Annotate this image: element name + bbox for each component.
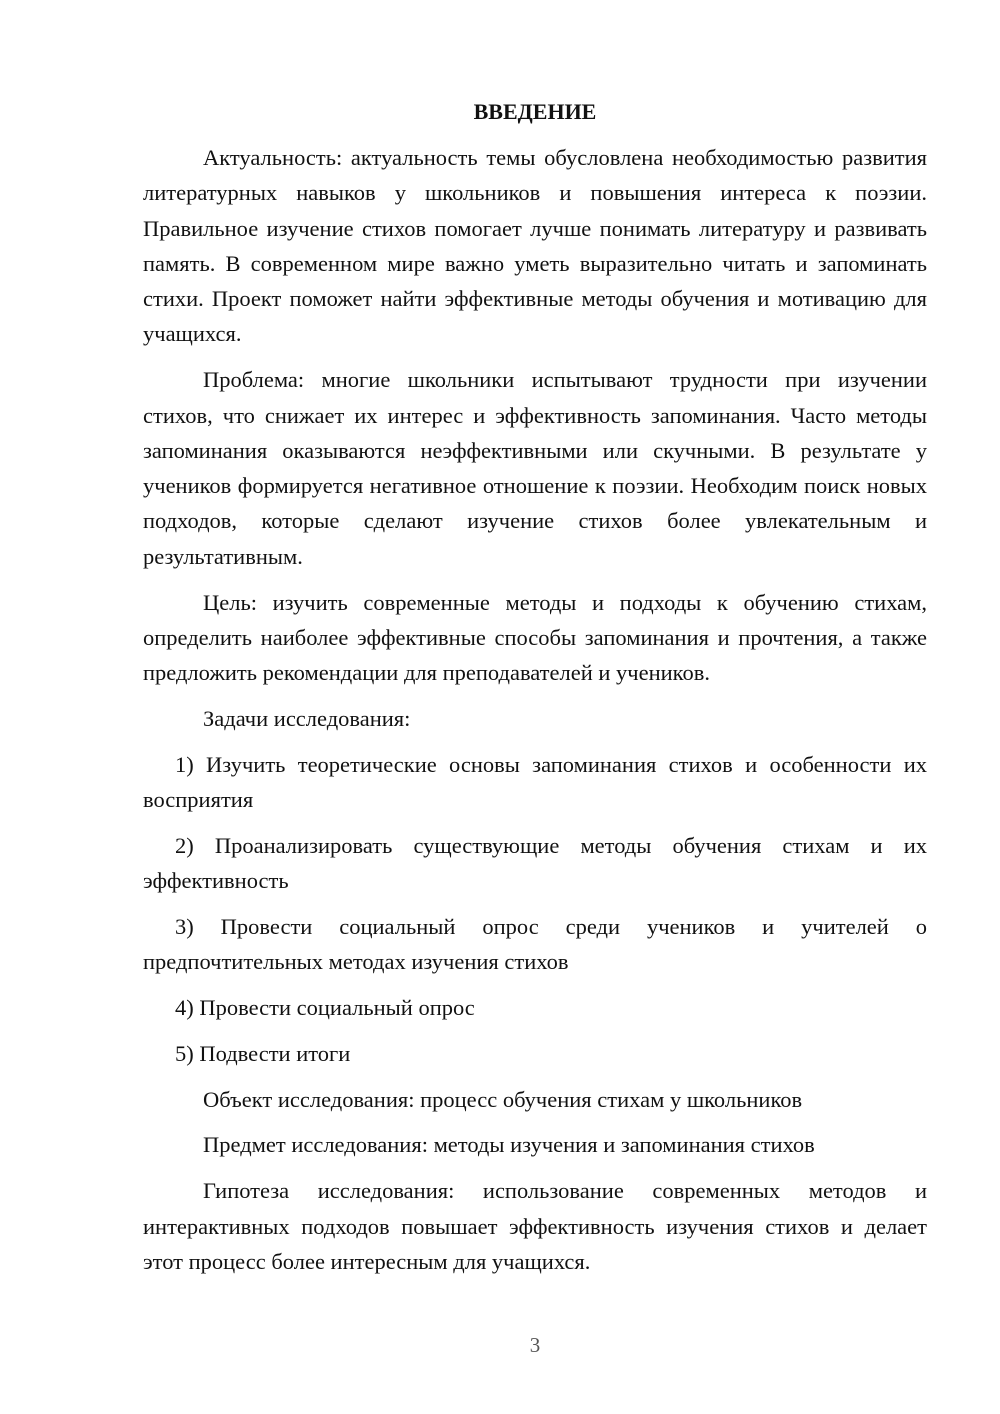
research-object: Объект исследования: процесс обучения стихам у школьников bbox=[203, 1086, 803, 1112]
page-content bbox=[143, 96, 927, 1290]
research-hypothesis: Гипотеза исследования: использование современных методов и интерактивных подходов повышает эффективность изучения стихов и делает этот процесс более интересным для учащихся. bbox=[143, 1178, 927, 1274]
problem-paragraph: Проблема: многие школьники испытывают трудности при изучении стихов, что снижает их интерес и эффективность запоминания. Часто методы запоминания оказываются неэффективными или скучными. В результате у учеников формируется негативное отношение к поэзии. Необходим поиск новых подходов, которые сделают изучение стихов более увлекательным и результативным. bbox=[143, 367, 927, 569]
task-item-1: 1) Изучить теоретические основы запоминания стихов и особенности их восприятия bbox=[143, 751, 927, 813]
task-item-4: 4) Провести социальный опрос bbox=[175, 995, 475, 1021]
task-item-2: 2) Проанализировать существующие методы обучения стихам и их эффективность bbox=[143, 832, 927, 894]
research-subject: Предмет исследования: методы изучения и запоминания стихов bbox=[203, 1132, 815, 1158]
relevance-paragraph: Актуальность: актуальность темы обусловлена необходимостью развития литературных навыков у школьников и повышения интереса к поэзии. Правильное изучение стихов помогает лучше понимать литературу и развивать память. В современном мире важно уметь выразительно читать и запоминать стихи. Проект поможет найти эффективные методы обучения и мотивацию для учащихся. bbox=[143, 145, 927, 347]
tasks-heading: Задачи исследования: bbox=[203, 705, 411, 731]
goal-paragraph: Цель: изучить современные методы и подходы к обучению стихам, определить наиболее эффективные способы запоминания и прочтения, а также предложить рекомендации для преподавателей и учеников. bbox=[143, 589, 927, 686]
task-item-3: 3) Провести социальный опрос среди учеников и учителей о предпочтительных методах изучения стихов bbox=[143, 913, 927, 975]
section-title: ВВЕДЕНИЕ bbox=[473, 99, 597, 124]
page-number: 3 bbox=[529, 1333, 541, 1357]
task-item-5: 5) Подвести итоги bbox=[175, 1040, 351, 1066]
